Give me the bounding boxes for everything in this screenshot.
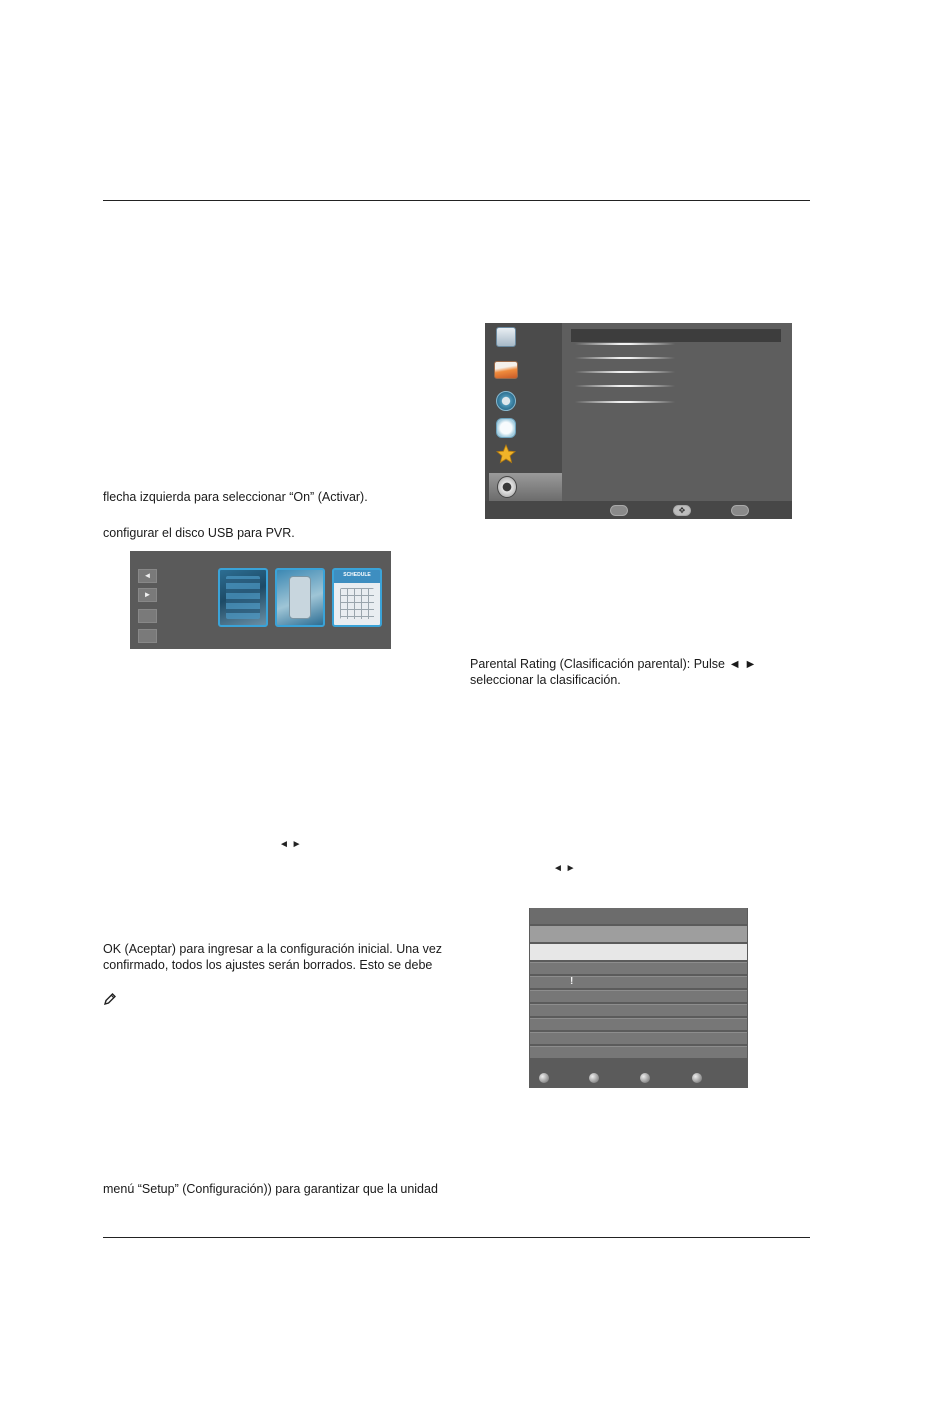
list-item[interactable] <box>530 1018 747 1030</box>
sound-icon[interactable] <box>496 391 516 411</box>
list-item[interactable] <box>530 976 747 988</box>
color-button-2[interactable] <box>589 1073 599 1083</box>
top-rule <box>103 200 810 201</box>
clock-icon[interactable] <box>496 418 516 438</box>
menu-option-3[interactable] <box>575 371 675 373</box>
blank-button-2[interactable] <box>138 629 157 643</box>
text-ok-setup: OK (Aceptar) para ingresar a la configuración inicial. Una vez <box>103 942 443 956</box>
back-pill-button[interactable] <box>610 505 628 516</box>
menu-option-2[interactable] <box>575 357 675 359</box>
text-select-on: flecha izquierda para seleccionar “On” (Activar). <box>103 490 368 504</box>
list-item[interactable] <box>530 990 747 1002</box>
text-setup-menu: menú “Setup” (Configuración)) para garantizar que la unidad <box>103 1182 438 1196</box>
media-icon[interactable] <box>218 568 268 627</box>
lock-icon <box>497 476 517 498</box>
text-usb-pvr: configurar el disco USB para PVR. <box>103 526 295 540</box>
schedule-icon[interactable] <box>332 568 382 627</box>
photo-icon[interactable] <box>494 361 518 379</box>
blank-button-1[interactable] <box>138 609 157 623</box>
menu-option-1[interactable] <box>575 343 675 345</box>
list-item[interactable] <box>530 1004 747 1016</box>
star-icon[interactable] <box>496 444 516 464</box>
exit-pill-button[interactable] <box>731 505 749 516</box>
warning-glyph: ! <box>570 976 574 987</box>
disk-icon[interactable] <box>275 568 325 627</box>
picture-icon[interactable] <box>496 327 516 347</box>
menu-option-4[interactable] <box>575 385 675 387</box>
list-item[interactable] <box>530 1032 747 1044</box>
list-header <box>530 908 747 924</box>
color-button-3[interactable] <box>640 1073 650 1083</box>
channel-list-screenshot <box>529 908 748 1088</box>
bottom-rule <box>103 1237 810 1238</box>
arrow-glyphs-right: ◄ ► <box>553 863 576 874</box>
menu-bottom-bar <box>485 501 792 519</box>
list-subheader <box>530 926 747 942</box>
list-item[interactable] <box>530 1046 747 1058</box>
menu-highlight-row[interactable] <box>571 329 781 342</box>
text-select-rating: seleccionar la clasificación. <box>470 673 621 687</box>
menu-sidebar <box>485 323 562 501</box>
text-confirmed: confirmado, todos los ajustes serán borrados. Esto se debe <box>103 958 433 972</box>
pencil-icon <box>103 992 117 1006</box>
schedule-label: SCHEDULE <box>343 572 371 578</box>
arrow-glyphs-left: ◄ ► <box>279 839 302 850</box>
lock-menu-screenshot <box>485 323 792 519</box>
left-arrow-button[interactable]: ◄ <box>138 569 157 583</box>
list-item[interactable] <box>530 962 747 974</box>
move-icon[interactable]: ✥ <box>673 505 691 516</box>
color-button-4[interactable] <box>692 1073 702 1083</box>
color-button-1[interactable] <box>539 1073 549 1083</box>
usb-pvr-screenshot <box>130 551 391 649</box>
text-parental-rating: Parental Rating (Clasificación parental): Pulse ◄ ► <box>470 657 757 671</box>
menu-option-5[interactable] <box>575 401 675 403</box>
list-item-selected[interactable] <box>530 944 747 960</box>
right-arrow-button[interactable]: ► <box>138 588 157 602</box>
